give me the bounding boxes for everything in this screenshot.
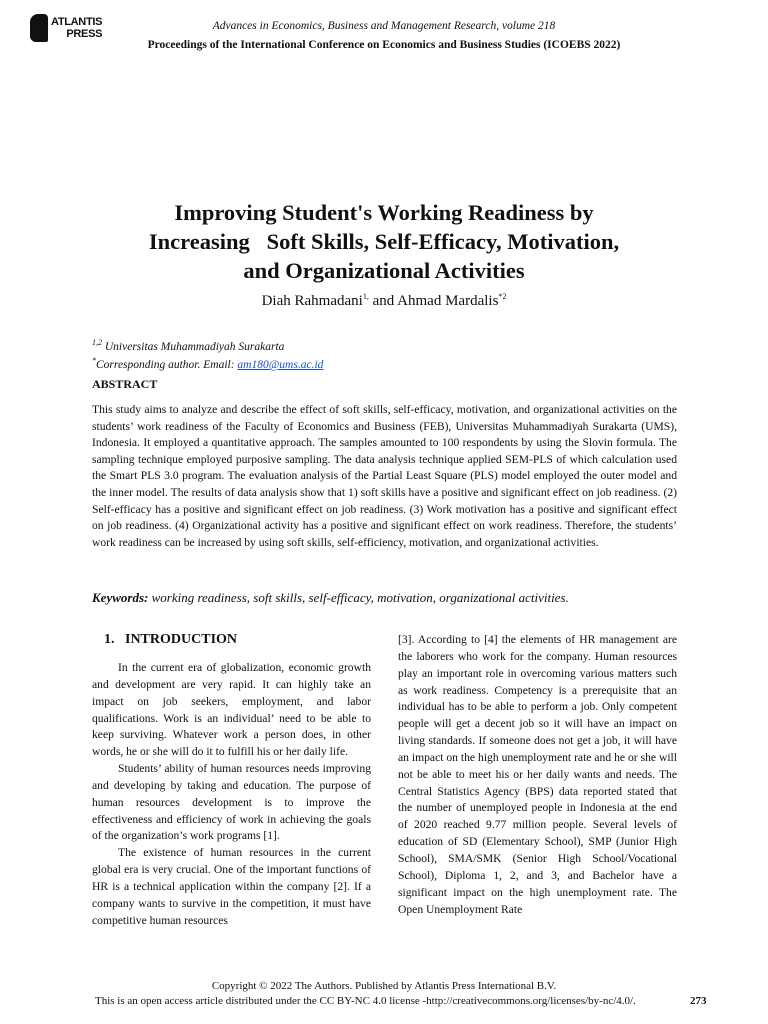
proceedings-title: Proceedings of the International Conference on Economics and Business Studies (ICOEBS 2022) bbox=[147, 39, 621, 51]
right-column bbox=[398, 632, 677, 918]
paragraph: [3]. According to [4] the elements of HR management are the laborers who work for the company. Human resources play an important role in overcoming various matters such as work readiness. Competency is a prerequisite that an individual has to be able to perform a job. Only competent people will get a decent job so it will have an impact on living standards. If someone does not get a job, it will have an impact on the high unemployment rate and he or she will not be able to meet his or her daily wants and needs. The Central Statistics Agency (BPS) data reported stated that the number of unemployed people in Indonesia at the end of 2020 reached 9.77 million people. Several levels of education of SD (Elementary School), SMP (Junior High School), SMA/SMK (Senior High School/Vocational School), Diploma 1, 2, and 3, and Bachelor have a significant impact on the high unemployment rate. The Open Unemployment Rate bbox=[398, 633, 677, 916]
page-number: 273 bbox=[690, 995, 707, 1007]
abstract-heading: ABSTRACT bbox=[92, 377, 158, 391]
affiliation bbox=[92, 336, 323, 372]
abstract-text: This study aims to analyze and describe the effect of soft skills, self-efficacy, motivation, and organizational activities on the students’ work readiness of the Faculty of Economics and Business (FEB), Universitas Muhammadiyah Surakarta (UMS), Indonesia. It employed a quantitative approach. The samples amounted to 100 respondents by using the Slovin formula. The sampling technique employed purposive sampling. The data analysis technique applied SEM-PLS of which calculation used the Smart PLS 3.0 program. The evaluation analysis of the Partial Least Square (PLS) model employed the outer model and the inner model. The results of data analysis show that 1) soft skills have a positive and significant effect on job readiness. (2) Self-efficacy has a positive and significant effect on job readiness. (3) Work motivation has a positive and significant effect on job readiness. (4) Organizational activity has a positive and significant effect on work readiness. Therefore, the students’ work readiness can be increased by using soft skills, self-efficiency, motivation, and organizational activities. bbox=[92, 403, 677, 549]
author: Ahmad Mardalis bbox=[397, 293, 499, 309]
corresponding-label: Corresponding author. Email: bbox=[96, 358, 238, 371]
section-heading: 1. INTRODUCTION bbox=[104, 632, 238, 647]
title-line: and Organizational Activities bbox=[243, 258, 525, 283]
logo-text: ATLANTIS bbox=[51, 16, 103, 28]
logo-text: PRESS bbox=[66, 28, 103, 40]
keywords-text: working readiness, soft skills, self-efficacy, motivation, organizational activities. bbox=[148, 590, 569, 605]
authors bbox=[0, 292, 768, 310]
keywords-label: Keywords: bbox=[92, 590, 149, 605]
title-line: Increasing Soft Skills, Self-Efficacy, Motivation, bbox=[148, 229, 620, 254]
author-sep: and bbox=[368, 293, 398, 309]
email-link[interactable]: am180@ums.ac.id bbox=[237, 358, 324, 371]
corr-sup: * bbox=[92, 355, 96, 365]
affil-sup: 1,2 bbox=[92, 338, 102, 347]
author: Diah Rahmadani bbox=[261, 293, 363, 309]
keywords bbox=[92, 590, 569, 606]
author-sup: 1, bbox=[362, 292, 369, 301]
author-sup: *2 bbox=[498, 292, 507, 301]
series-title: Advances in Economics, Business and Management Research, volume 218 bbox=[212, 20, 556, 32]
paragraph: The existence of human resources in the current global era is very crucial. One of the important functions of HR is a technical application within the company [2]. If a company wants to survive in the competition, it must have competitive human resources bbox=[92, 846, 371, 927]
left-column bbox=[92, 660, 371, 930]
university: Universitas Muhammadiyah Surakarta bbox=[102, 340, 285, 353]
paper-title bbox=[60, 198, 708, 285]
paragraph: Students’ ability of human resources needs improving and developing by taking and education. The purpose of human resources development is to improve the effectiveness and efficiency of work in achieving the goals of the organization’s work programs [1]. bbox=[92, 762, 371, 843]
license: This is an open access article distributed under the CC BY-NC 4.0 license -http://creativecommons.org/licenses/by-nc/4.0/. bbox=[95, 995, 636, 1007]
title-line: Improving Student's Working Readiness by bbox=[174, 200, 594, 225]
copyright: Copyright © 2022 The Authors. Published by Atlantis Press International B.V. bbox=[211, 980, 557, 992]
paragraph: In the current era of globalization, economic growth and development are very rapid. It can highly take an impact on job seekers, employment, and labor qualifications. Work is an individual’ need to be able to keep surviving. Whatever work a person does, in other words, he or she will do it to fulfill his or her daily life. bbox=[92, 661, 371, 759]
